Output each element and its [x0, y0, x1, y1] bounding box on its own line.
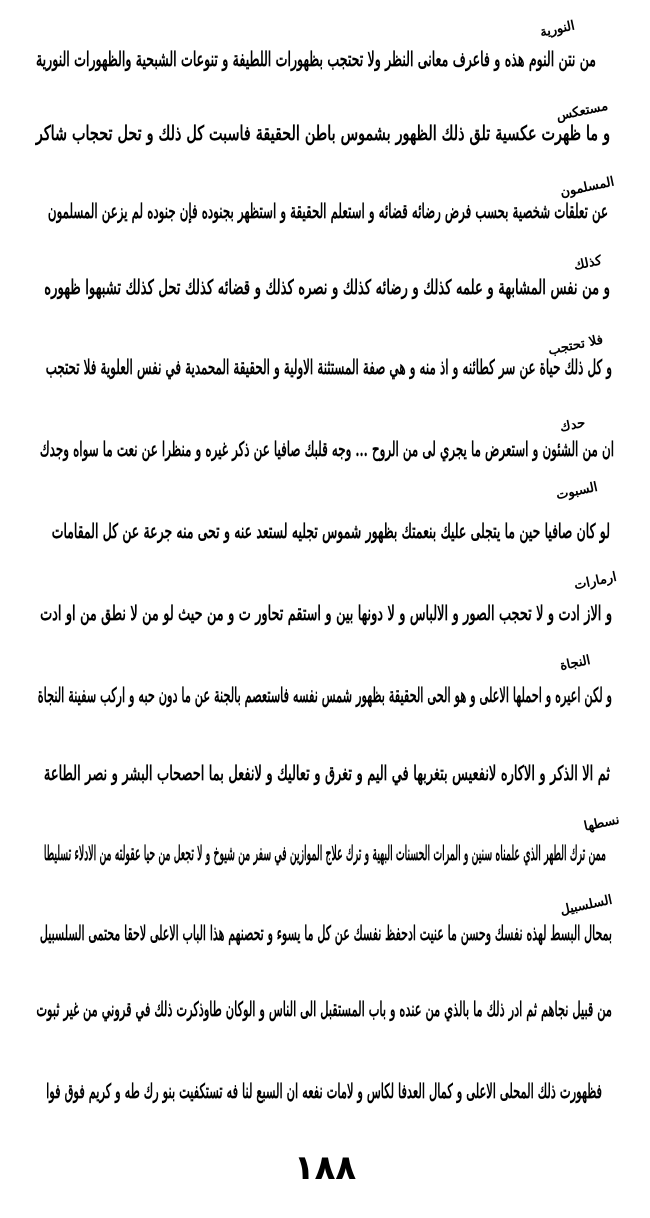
manuscript-line: ممن ترك الطهر الذي علمناه سنين و المرات الحسنات البهية و ترك علاج الموازين في سفر من شيوخ و لا تجعل من حيا عقولته من الادلاء تسليطا	[43, 841, 607, 865]
margin-gloss: نسطها	[582, 812, 621, 835]
margin-gloss: حدك	[558, 415, 587, 436]
margin-gloss: النجاة	[558, 652, 592, 675]
manuscript-line: فظهورت ذلك المحلى الاعلى و كمال العدفا لكاس و لامات نفعه ان السبع لنا فه تستكفيت بنو رك طه و كريم فوق فوا	[46, 1079, 603, 1103]
manuscript-line: ان من الشئون و استعرض ما يجري لى من الروح ... وجه قلبك صافيا عن ذكر غيره و منظرا عن نعت ما سواه وجدك	[39, 437, 614, 461]
margin-gloss: السلسبيل	[558, 892, 614, 919]
manuscript-line: من قبيل نجاهم ثم ادر ذلك ما بالذي من عنده و باب المستقبل الى الناس و الوكان طاوذكرت ذلك في قروني من غير ثبوت	[36, 997, 613, 1021]
manuscript-line: و الاز ادت و لا تحجب الصور و الالباس و لا دونها بين و استقم تحاور ت و من حيث لو من لا نطق من او ادت	[40, 601, 612, 625]
manuscript-line: ثم الا الذكر و الاكاره لانفعيس بتغربها في اليم و تغرق و تعاليك و لانفعل بما احصحاب البشر و نصر الطاعة	[43, 761, 610, 785]
margin-gloss: كذلك	[572, 253, 604, 274]
manuscript-line: و لكن اعيره و احملها الاعلى و هو الحى الحقيقة بظهور شمس نفسه فاستعصم بالجنة عن ما دون حبه و اركب سفينة النجاة	[37, 683, 613, 707]
manuscript-line: لو كان صافيا حين ما يتجلى عليك بنعمتك بظهور شموس تجليه لستعد عنه و تحى منه جرعة عن كل المقامات	[51, 519, 610, 543]
manuscript-line: و ما ظهرت عكسية تلق ذلك الظهور بشموس باطن الحقيقة فاسبت كل ذلك و تحل تحجاب شاكر	[35, 121, 610, 145]
manuscript-line: عن تعلقات شخصية بحسب فرض رضائه قضائه و استعلم الحقيقة و استظهر بجنوده فإن جنوده لم يزعن المسلمون	[47, 199, 609, 223]
margin-gloss: النورية	[538, 18, 577, 41]
manuscript-line: و من نفس المشابهة و علمه كذلك و رضائه كذلك و نصره كذلك و قضائه كذلك تحل كذلك تشبهوا ظهوره	[44, 275, 611, 299]
page-number: ١٨٨	[293, 1148, 357, 1188]
margin-gloss: فلا تحتجب	[546, 332, 605, 359]
margin-gloss: مستعكس	[554, 98, 610, 125]
margin-gloss: المسلمون	[558, 174, 616, 201]
margin-gloss: السبوت	[554, 479, 600, 504]
manuscript-line: من نتن النوم هذه و فاعرف معانى النظر ولا تحتجب بظهورات اللطيفة و تنوعات الشبحية والظهورات النورية	[35, 47, 596, 71]
manuscript-line: و كل ذلك حياة عن سر كطائنه و اذ منه و هي صفة المستثنة الاولية و الحقيقة المحمدية في نفس العلوية فلا تحتجب	[45, 355, 613, 379]
manuscript-line: بمحال البسط لهذه نفسك وحسن ما عنيت ادحفظ نفسك عن كل ما يسوء و تحصنهم هذا الباب الاعلى لاحقا محتمى السلسبيل	[39, 921, 612, 945]
margin-gloss: ارمارات	[572, 569, 618, 594]
